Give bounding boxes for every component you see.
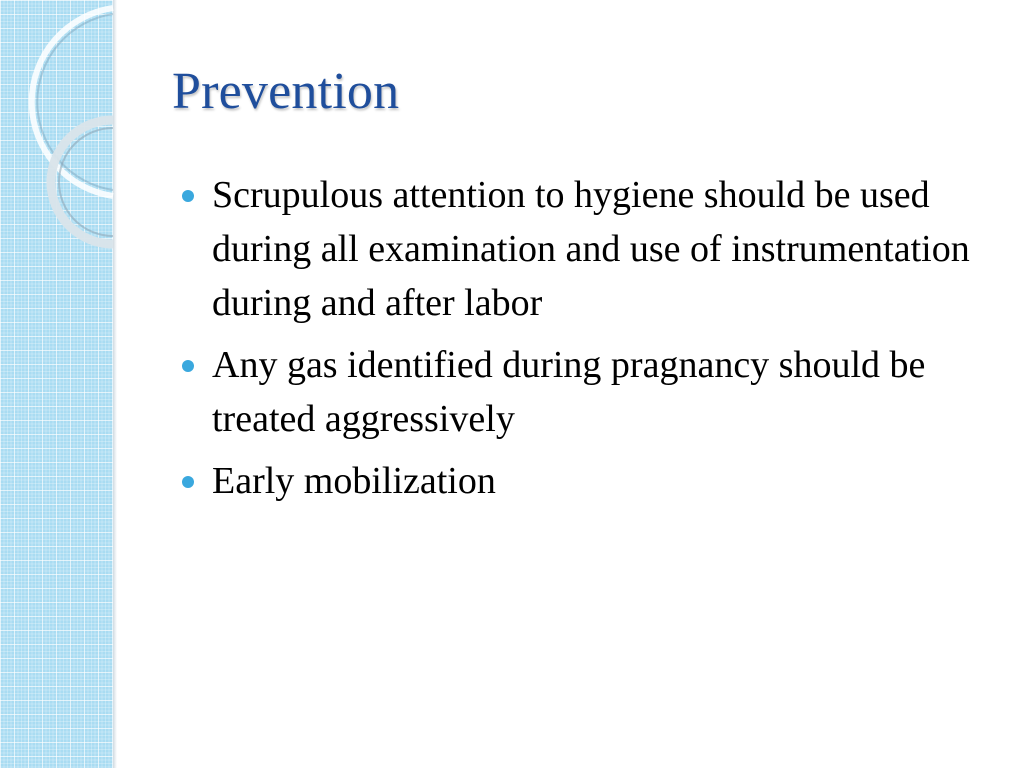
slide-title: Prevention — [172, 63, 400, 120]
side-grid-band — [0, 0, 113, 768]
bullet-item — [178, 454, 998, 508]
bullet-dot-icon — [182, 360, 194, 372]
bullet-dot-icon — [182, 190, 194, 202]
bullet-text: Scrupulous attention to hygiene should be used during all examination and use of instrumentation during and after labor — [212, 174, 970, 324]
bullet-list — [178, 168, 998, 516]
bullet-item — [178, 338, 998, 446]
bullet-text: Early mobilization — [212, 460, 496, 502]
bullet-item — [178, 168, 998, 330]
bullet-text: Any gas identified during pragnancy should be treated aggressively — [212, 344, 926, 440]
bullet-dot-icon — [182, 476, 194, 488]
band-edge-shadow — [113, 0, 117, 768]
